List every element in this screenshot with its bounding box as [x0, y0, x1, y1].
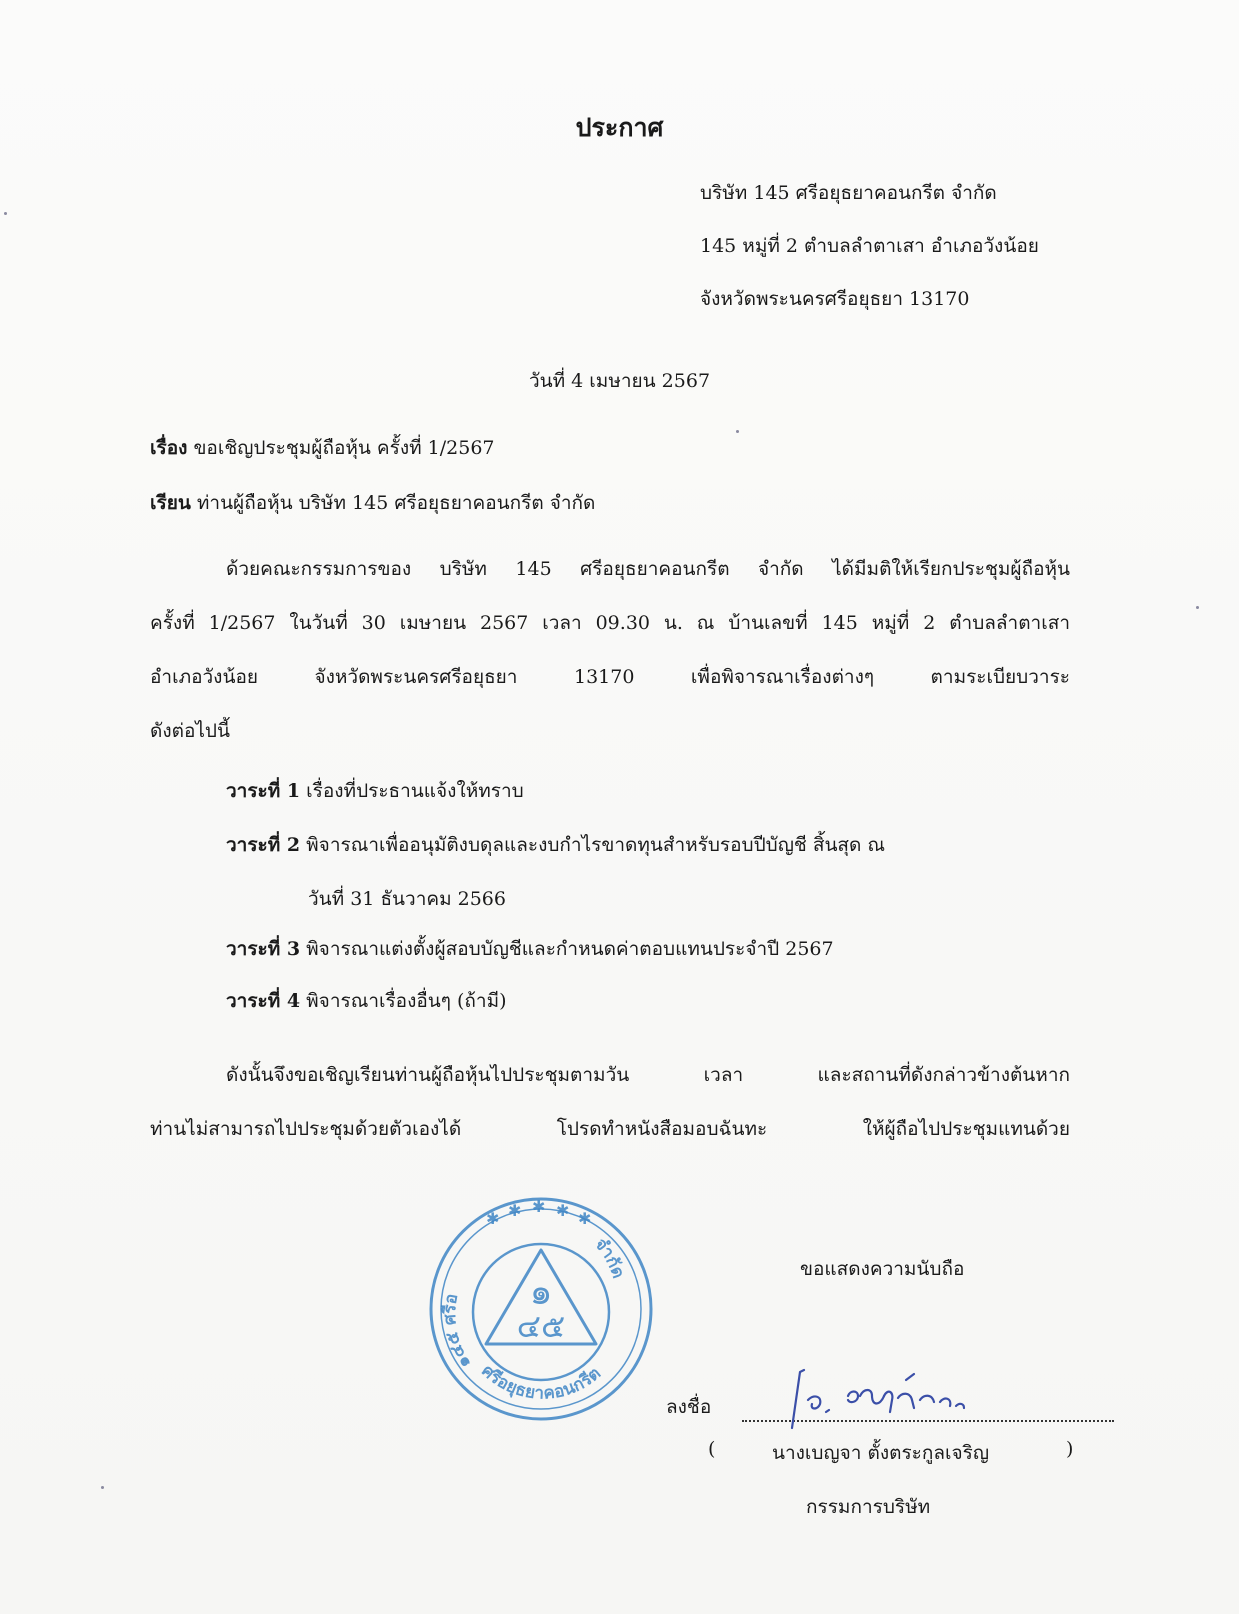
agenda-label: วาระที่ 2	[226, 834, 301, 856]
agenda-text: พิจารณาเรื่องอื่นๆ (ถ้ามี)	[306, 990, 507, 1012]
regards-text: ขอแสดงความนับถือ	[800, 1258, 965, 1280]
seal-center-numeral: ๑	[529, 1272, 553, 1313]
agenda-item-3	[226, 934, 834, 964]
signer-name: นางเบญจา ตั้งตระกูลเจริญ	[772, 1442, 990, 1464]
agenda-text: พิจารณาแต่งตั้งผู้สอบบัญชีและกำหนดค่าตอบแทนประจำปี 2567	[306, 938, 834, 960]
sign-label: ลงชื่อ	[666, 1396, 712, 1418]
seal-bottom-numeral: ๔๕	[516, 1307, 566, 1345]
agenda-text: พิจารณาเพื่ออนุมัติงบดุลและงบกำไรขาดทุนสำหรับรอบปีบัญชี สิ้นสุด ณ	[306, 834, 886, 856]
svg-text:✱: ✱	[532, 1197, 546, 1216]
company-province-line: จังหวัดพระนครศรีอยุธยา 13170	[700, 288, 970, 310]
body-line-2: ครั้งที่ 1/2567 ในวันที่ 30 เมษายน 2567 เวลา 09.30 น. ณ บ้านเลขที่ 145 หมู่ที่ 2 ตำบลลำตาเสา	[150, 612, 1070, 634]
name-close-paren: )	[1066, 1438, 1074, 1460]
body-line-1: ด้วยคณะกรรมการของ บริษัท 145 ศรีอยุธยาคอนกรีต จำกัด ได้มีมติให้เรียกประชุมผู้ถือหุ้น	[226, 558, 1070, 580]
company-address-line: 145 หมู่ที่ 2 ตำบลลำตาเสา อำเภอวังน้อย	[700, 235, 1039, 257]
svg-text:✱: ✱	[578, 1209, 592, 1228]
subject-label: เรื่อง	[150, 437, 188, 459]
seal-left-text: ๑๔๕ ศรีอ	[439, 1292, 476, 1373]
agenda-label: วาระที่ 4	[226, 990, 301, 1012]
subject-text: ขอเชิญประชุมผู้ถือหุ้น ครั้งที่ 1/2567	[193, 437, 495, 459]
company-seal-stamp	[426, 1194, 656, 1424]
agenda-label: วาระที่ 3	[226, 938, 301, 960]
scan-speck	[101, 1486, 104, 1489]
recipient-line	[150, 488, 595, 518]
document-title: ประกาศ	[575, 113, 664, 142]
svg-text:✱: ✱	[508, 1201, 522, 1220]
name-open-paren: (	[708, 1438, 716, 1460]
seal-bottom-text: ศรีอยุธยาคอนกรีต	[477, 1361, 605, 1404]
scan-speck	[4, 212, 7, 215]
agenda-item-2-continuation: วันที่ 31 ธันวาคม 2566	[308, 888, 506, 910]
svg-text:ศรีอยุธยาคอนกรีต	[477, 1361, 604, 1404]
agenda-item-2	[226, 830, 885, 860]
agenda-item-4	[226, 986, 507, 1016]
body-line-4: ดังต่อไปนี้	[150, 720, 230, 742]
body-line-3: อำเภอวังน้อย จังหวัดพระนครศรีอยุธยา 13170 เพื่อพิจารณาเรื่องต่างๆ ตามระเบียบวาระ	[150, 666, 1070, 688]
document-date: วันที่ 4 เมษายน 2567	[528, 370, 711, 392]
recipient-label: เรียน	[150, 492, 191, 514]
agenda-label: วาระที่ 1	[226, 780, 301, 802]
scan-speck	[1196, 606, 1199, 609]
closing-line-1: ดังนั้นจึงขอเชิญเรียนท่านผู้ถือหุ้นไปประชุมตามวัน เวลา และสถานที่ดังกล่าวข้างต้นหาก	[226, 1064, 1070, 1086]
closing-line-2: ท่านไม่สามารถไปประชุมด้วยตัวเองได้ โปรดทำหนังสือมอบฉันทะ ให้ผู้ถือไปประชุมแทนด้วย	[150, 1118, 1070, 1140]
agenda-text: เรื่องที่ประธานแจ้งให้ทราบ	[306, 780, 524, 802]
handwritten-signature	[786, 1366, 1016, 1436]
signer-position: กรรมการบริษัท	[806, 1496, 931, 1518]
subject-line	[150, 433, 495, 463]
svg-text:✱: ✱	[556, 1201, 570, 1220]
scan-speck	[736, 430, 739, 433]
seal-right-text: จำกัด	[590, 1234, 629, 1281]
recipient-text: ท่านผู้ถือหุ้น บริษัท 145 ศรีอยุธยาคอนกรีต จำกัด	[196, 492, 596, 514]
company-name-line: บริษัท 145 ศรีอยุธยาคอนกรีต จำกัด	[700, 182, 997, 204]
svg-text:✱: ✱	[486, 1209, 500, 1228]
agenda-item-1	[226, 776, 524, 806]
